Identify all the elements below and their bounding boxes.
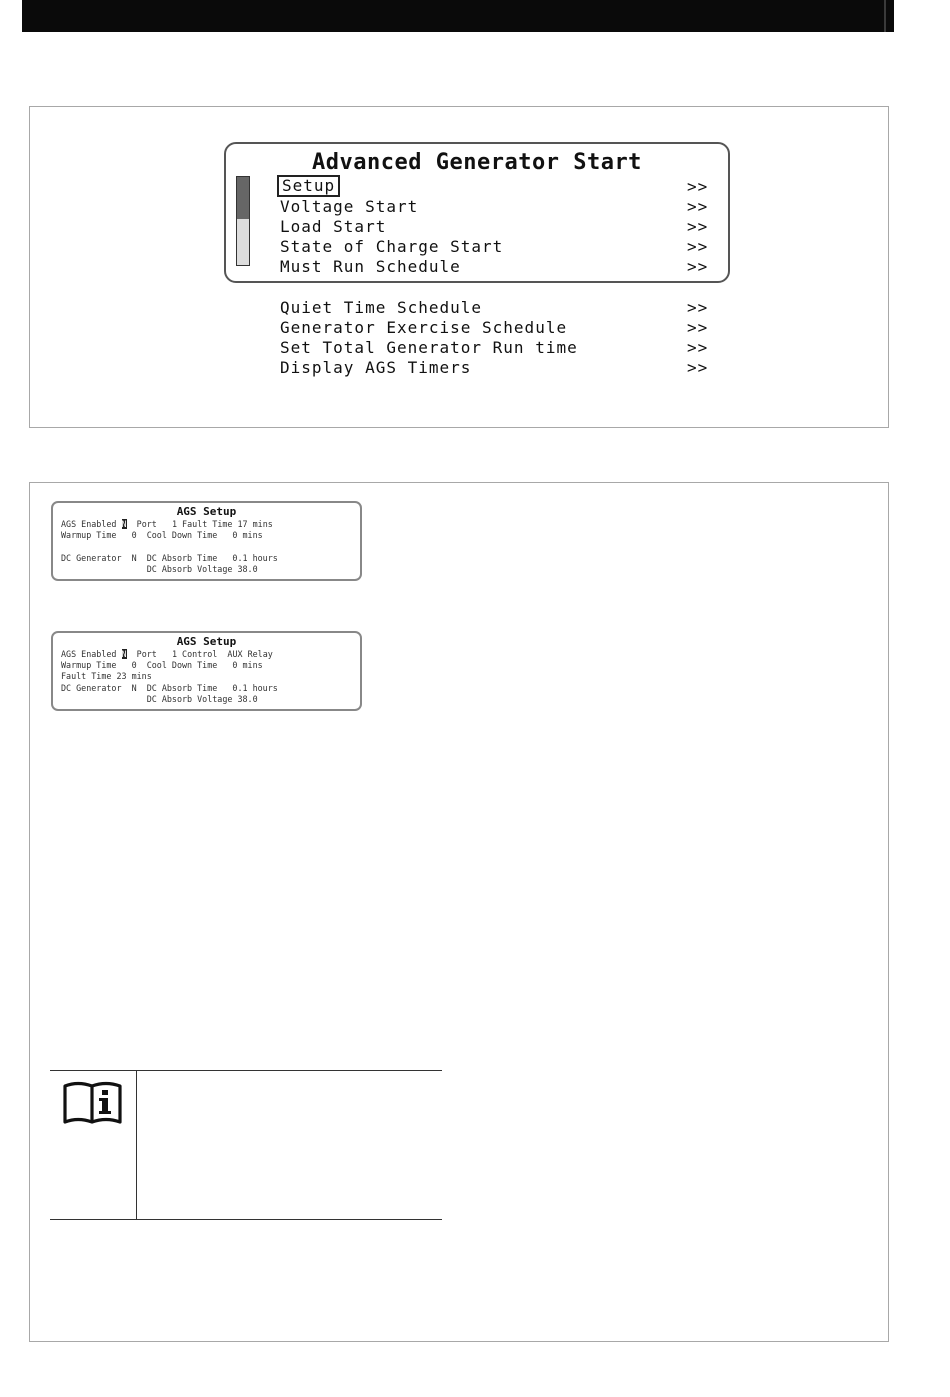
chevron-right-icon: >>: [687, 237, 709, 256]
ags-line: DC Generator N DC Absorb Time 0.1 hours: [61, 683, 278, 693]
header-bar: [22, 0, 894, 32]
menu-item-label: Quiet Time Schedule: [280, 298, 483, 317]
ags-port-fault-text: Port 1 Fault Time 17 mins: [126, 519, 273, 529]
ags-line: [61, 519, 273, 530]
ags-line: Warmup Time 0 Cool Down Time 0 mins: [61, 660, 263, 670]
ags-enabled-value[interactable]: N: [121, 649, 127, 659]
chevron-right-icon: >>: [687, 358, 709, 377]
ags-enabled-label: AGS Enabled: [61, 649, 122, 659]
ags-setup-screen-1: [51, 501, 362, 581]
header-bar-accent: [884, 0, 886, 32]
menu-item-label: Set Total Generator Run time: [280, 338, 578, 357]
ags-line: DC Absorb Voltage 38.0: [61, 564, 258, 574]
ags-setup-panel: [29, 482, 889, 1342]
book-info-icon: [62, 1080, 124, 1126]
ags-setup-title: AGS Setup: [176, 505, 237, 518]
chevron-right-icon: >>: [687, 257, 709, 276]
menu-item-label: Load Start: [280, 217, 387, 236]
note-bottom-rule: [50, 1219, 442, 1220]
ags-enabled-value[interactable]: N: [121, 519, 127, 529]
chevron-right-icon: >>: [687, 338, 709, 357]
ags-setup-screen-2: [51, 631, 362, 711]
ags-line: DC Absorb Voltage 38.0: [61, 694, 258, 704]
ags-line: Fault Time 23 mins: [61, 671, 152, 681]
menu-item-label: Setup: [277, 175, 340, 197]
chevron-right-icon: >>: [687, 197, 709, 216]
menu-item-label: State of Charge Start: [280, 237, 504, 256]
note-top-rule: [50, 1070, 442, 1071]
chevron-right-icon: >>: [687, 177, 709, 196]
ags-setup-title: AGS Setup: [176, 635, 237, 648]
ags-line: [61, 649, 273, 660]
menu-item-label: Display AGS Timers: [280, 358, 472, 377]
menu-screen-panel: [29, 106, 889, 428]
menu-item-label: Must Run Schedule: [280, 257, 461, 276]
ags-port-control-text: Port 1 Control AUX Relay: [126, 649, 273, 659]
menu-item-label: Generator Exercise Schedule: [280, 318, 568, 337]
ags-line: Warmup Time 0 Cool Down Time 0 mins: [61, 530, 263, 540]
menu-item-label: Voltage Start: [280, 197, 419, 216]
chevron-right-icon: >>: [687, 298, 709, 317]
note-divider: [136, 1070, 137, 1220]
lcd-scrollbar-thumb[interactable]: [237, 177, 249, 219]
lcd-scrollbar[interactable]: [236, 176, 250, 266]
chevron-right-icon: >>: [687, 217, 709, 236]
ags-line: DC Generator N DC Absorb Time 0.1 hours: [61, 553, 278, 563]
lcd-title: Advanced Generator Start: [312, 150, 642, 175]
chevron-right-icon: >>: [687, 318, 709, 337]
ags-enabled-label: AGS Enabled: [61, 519, 122, 529]
